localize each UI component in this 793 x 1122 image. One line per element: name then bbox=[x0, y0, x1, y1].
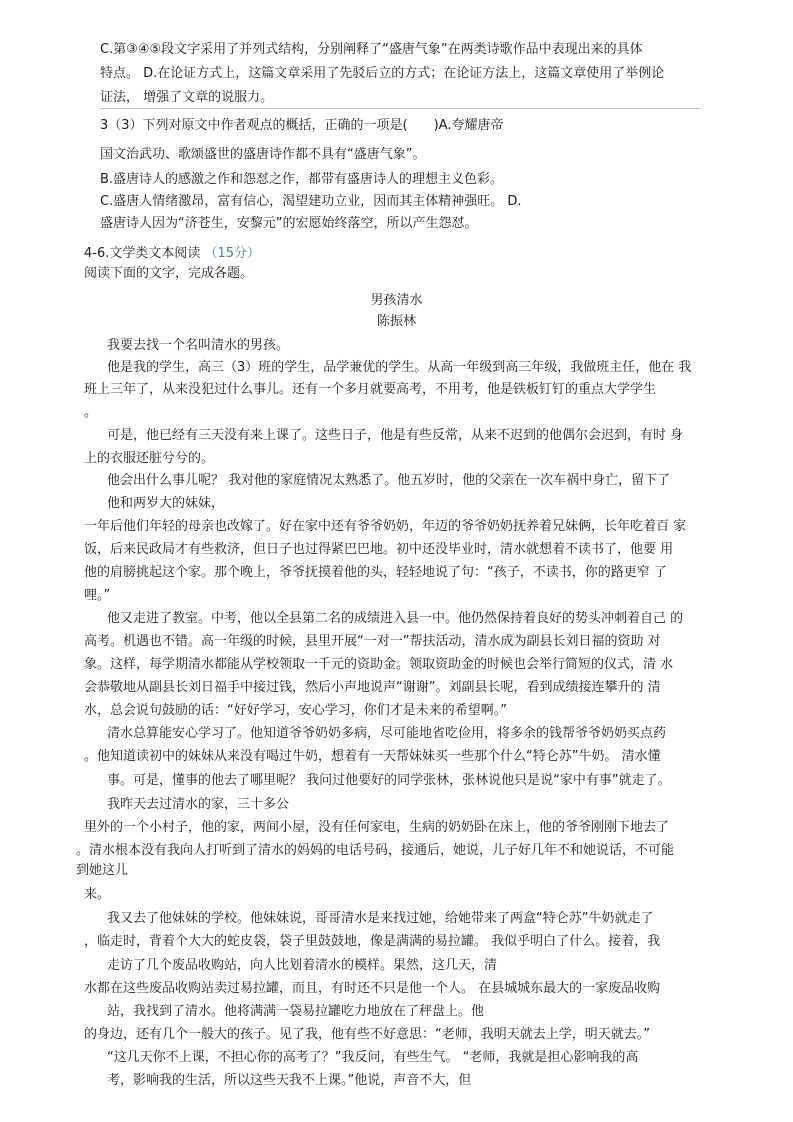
story-line: 哩。” bbox=[84, 588, 111, 603]
story-line: 班上三年了，从来没犯过什么事儿。还有一个多月就要高考，不用考，他是铁板钉钉的重点大学学生 bbox=[84, 382, 657, 397]
story-line: 的身边，还有几个一般大的孩子。见了我，他有些不好意思：“老师，我明天就去上学，明天就去。” bbox=[84, 1027, 650, 1042]
story-line: 高考。机遇也不错。高一年级的时候，县里开展“一对一”帮扶活动，清水成为副县长刘日福的资助 对 bbox=[84, 634, 661, 649]
story-line: “这几天你不上课，不担心你的高考了？”我反问，有些生气。 “老师，我就是担心影响我的高 bbox=[107, 1050, 639, 1065]
story-line: 。他知道读初中的妹妹从来没有喝过牛奶，想着有一天帮妹妹买一些那个什么“特仑苏”牛奶。 清水懂 bbox=[84, 749, 661, 764]
q33-option-c: C.盛唐人情绪激昂，富有信心，渴望建功立业，因而其主体精神强旺。 D. bbox=[100, 194, 522, 209]
story-line: 上的衣服还脏兮兮的。 bbox=[84, 451, 215, 466]
section-instruction: 阅读下面的文字，完成各题。 bbox=[84, 266, 254, 281]
story-line: 考，影响我的生活，所以这些天我不上课。”他说，声音不大，但 bbox=[107, 1073, 472, 1088]
story-line: 水都在这些废品收购站卖过易拉罐，而且，有时还不只是他一个人。 在县城城东最大的一家废品收购 bbox=[84, 981, 661, 996]
story-line: 到她这儿 bbox=[76, 863, 129, 878]
q33-option-b: B.盛唐诗人的感激之作和怨怼之作，都带有盛唐诗人的理想主义色彩。 bbox=[100, 172, 504, 187]
story-line: 他是我的学生，高三（3）班的学生，品学兼优的学生。从高一年级到高三年级，我做班主任，他在 我 bbox=[107, 360, 692, 375]
story-line: 他和两岁大的妹妹， bbox=[107, 496, 225, 511]
story-line: 他会出什么事儿呢？ 我对他的家庭情况太熟悉了。他五岁时，他的父亲在一次车祸中身亡，留下了 bbox=[107, 473, 671, 488]
story-line: 我昨天去过清水的家，三十多公 bbox=[107, 797, 290, 812]
story-line: 我又去了他妹妹的学校。他妹妹说，哥哥清水是来找过她，给她带来了两盒“特仑苏”牛奶就走了 bbox=[107, 911, 654, 926]
divider bbox=[100, 108, 700, 109]
story-line: 清水总算能安心学习了。他知道爷爷奶奶多病，尽可能地省吃俭用，将多余的钱帮爷爷奶奶买点药 bbox=[107, 726, 667, 741]
story-line: 水，总会说句鼓励的话：“好好学习，安心学习，你们才是未来的希望啊。” bbox=[84, 703, 507, 718]
q3-option-c-line3: 证法， 增强了文章的说服力。 bbox=[100, 90, 274, 105]
story-line: 我要去找一个名叫清水的男孩。 bbox=[107, 338, 290, 353]
story-line: 象。这样，每学期清水都能从学校领取一千元的资助金。领取资助金的时候也会举行简短的仪式，清 水 bbox=[84, 657, 674, 672]
q33-option-d: 盛唐诗人因为“济苍生，安黎元”的宏愿始终落空，所以产生怨怼。 bbox=[100, 216, 478, 231]
story-line: 一年后他们年轻的母亲也改嫁了。好在家中还有爷爷奶奶，年迈的爷爷奶奶抚养着兄妹俩，长年吃着百 家 bbox=[84, 519, 687, 534]
story-line: 事。可是，懂事的他去了哪里呢？ 我问过他要好的同学张林，张林说他只是说“家中有事”就走了。 bbox=[107, 773, 671, 788]
q3-option-c-line1: C.第③④⑤段文字采用了并列式结构，分别阐释了“盛唐气象”在两类诗歌作品中表现出来的具体 bbox=[100, 42, 643, 57]
q33-stem: 3（3）下列对原文中作者观点的概括，正确的一项是( )A.夸耀唐帝 bbox=[100, 118, 504, 133]
story-line: ，临走时，背着个大大的蛇皮袋，袋子里鼓鼓地，像是满满的易拉罐。 我似乎明白了什么。接着，我 bbox=[84, 934, 661, 949]
section-heading-text: 4-6.文学类文本阅读 bbox=[84, 246, 205, 261]
section-points: （15分） bbox=[204, 246, 261, 261]
story-line: 他又走进了教室。中考，他以全县第二名的成绩进入县一中。他仍然保持着良好的势头冲刺着自己 的 bbox=[107, 611, 684, 626]
story-line: 会恭敬地从副县长刘日福手中接过钱，然后小声地说声“谢谢”。刘副县长呢，看到成绩接连攀升的 清 bbox=[84, 680, 661, 695]
story-author: 陈振林 bbox=[376, 314, 416, 329]
story-line: 走访了几个废品收购站，向人比划着清水的模样。果然，这几天，清 bbox=[107, 958, 498, 973]
story-line: 。清水根本没有我向人打听到了清水的妈妈的电话号码，接通后，她说，儿子好几年不和她说话，不可能 bbox=[76, 843, 675, 858]
story-line: 。 bbox=[84, 405, 98, 420]
story-line: 他的肩膀挑起这个家。那个晚上，爷爷抚摸着他的头，轻轻地说了句：“孩子，不读书，你的路更窄 了 bbox=[84, 565, 667, 580]
story-line: 站，我找到了清水。他将满满一袋易拉罐吃力地放在了秤盘上。他 bbox=[107, 1004, 485, 1019]
story-line: 里外的一个小村子，他的家，两间小屋，没有任何家电，生病的奶奶卧在床上，他的爷爷刚刚下地去了 bbox=[84, 820, 670, 835]
story-line: 可是，他已经有三天没有来上课了。这些日子，他是有些反常，从来不迟到的他偶尔会迟到，有时 身 bbox=[107, 428, 684, 443]
q3-option-c-line2: 特点。 D.在论证方式上，这篇文章采用了先驳后立的方式；在论证方法上，这篇文章使用了举例论 bbox=[100, 66, 665, 81]
story-line: 来。 bbox=[84, 887, 111, 902]
story-line: 饭，后来民政局才有些救济，但日子也过得紧巴巴地。初中还没毕业时，清水就想着不读书了，他要 用 bbox=[84, 542, 674, 557]
section-heading bbox=[84, 245, 260, 263]
q33-option-a: 国文治武功、歌颂盛世的盛唐诗作都不具有“盛唐气象”。 bbox=[100, 147, 426, 162]
story-title: 男孩清水 bbox=[370, 293, 423, 308]
